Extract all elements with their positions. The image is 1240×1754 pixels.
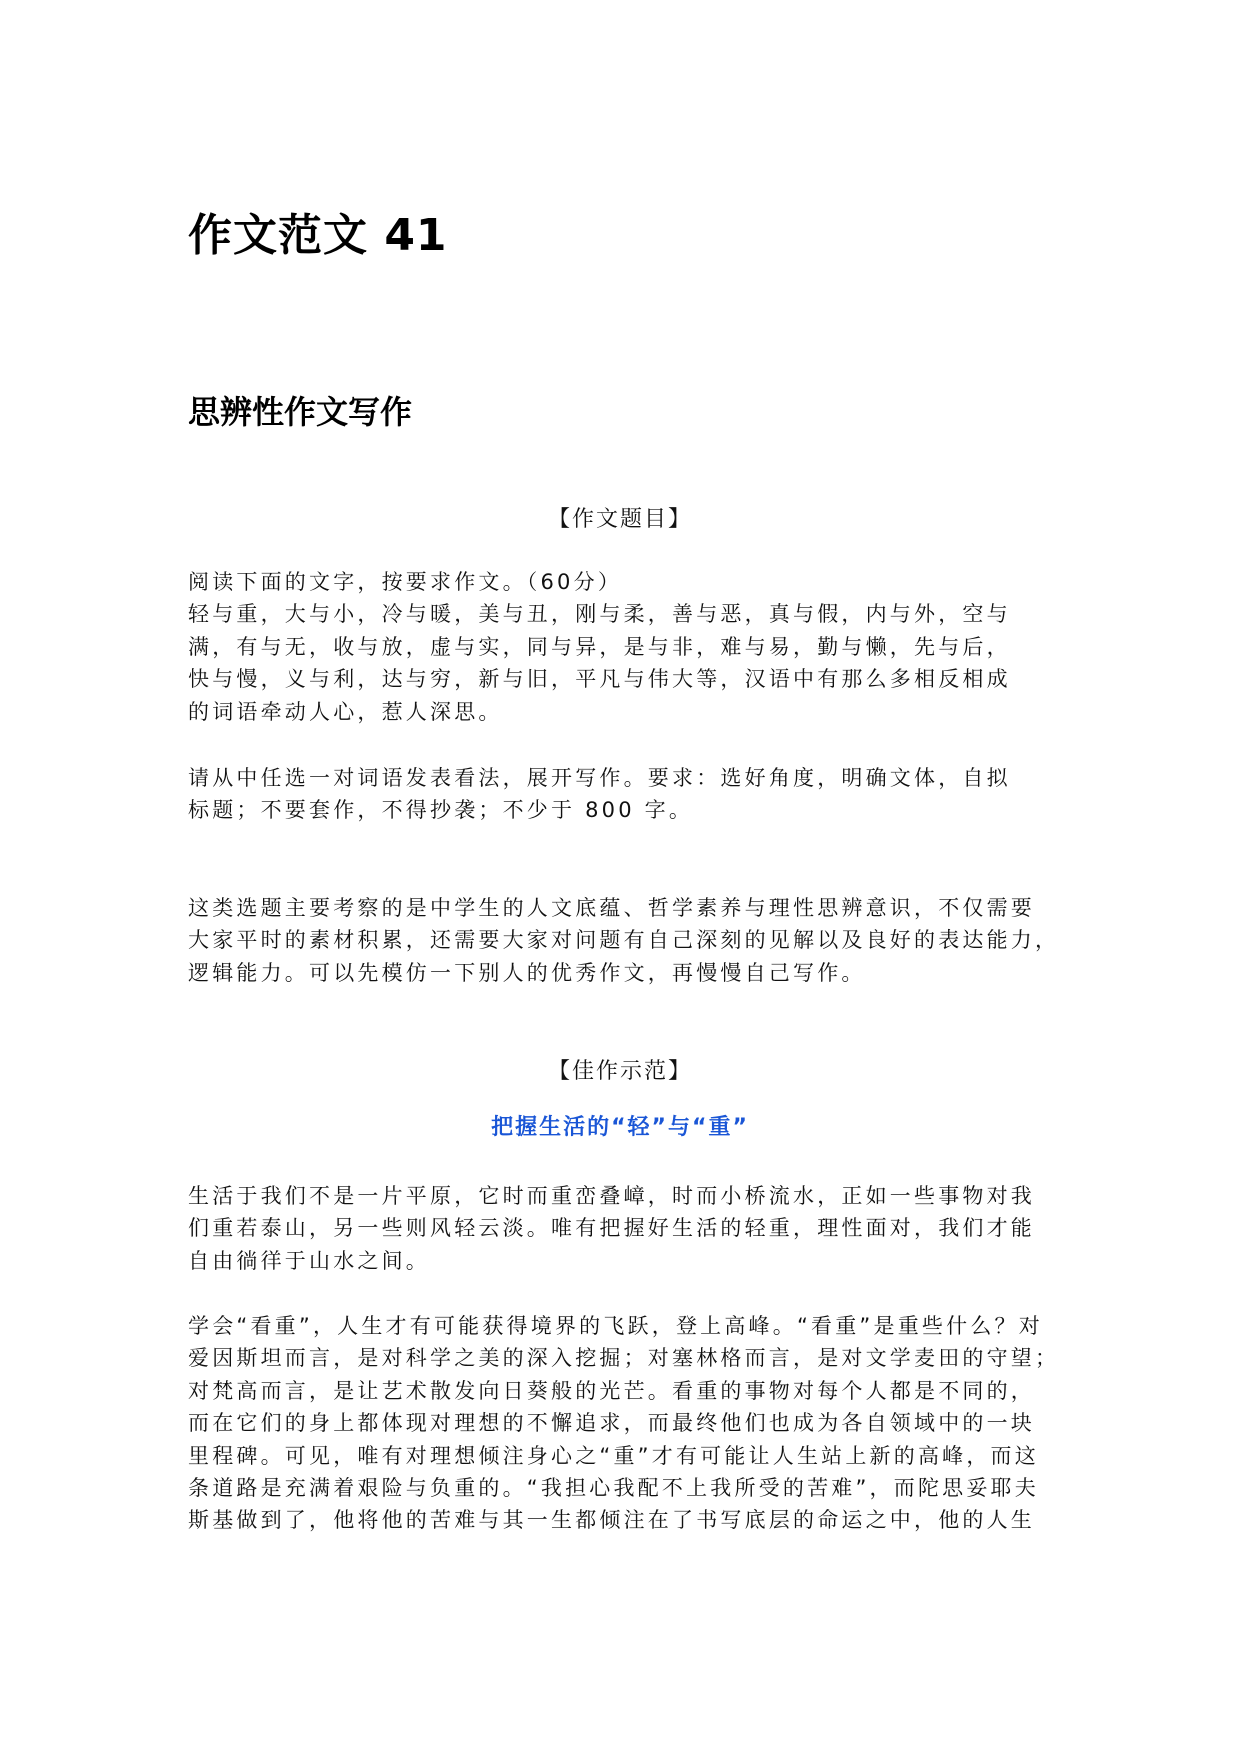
- example-heading: 【佳作示范】: [547, 1059, 692, 1084]
- essay-line: 自由徜徉于山水之间。: [188, 1248, 430, 1273]
- requirement-line: 请从中任选一对词语发表看法，展开写作。要求：选好角度，明确文体，自拟: [188, 766, 1011, 790]
- requirement-paragraph: [188, 762, 1078, 827]
- essay-line: 里程碑。可见，唯有对理想倾注身心之“重”才有可能让人生站上新的高峰，而这: [188, 1443, 1039, 1468]
- essay-paragraph-2: [188, 1310, 1078, 1537]
- prompt-paragraph: [188, 566, 1078, 728]
- essay-line: 学会“看重”，人生才有可能获得境界的飞跃，登上高峰。“看重”是重些什么？对: [188, 1314, 1043, 1338]
- topic-heading: 【作文题目】: [547, 507, 692, 532]
- prompt-line: 阅读下面的文字，按要求作文。（60分）: [188, 570, 623, 594]
- analysis-line: 大家平时的素材积累，还需要大家对问题有自己深刻的见解以及良好的表达能力，: [188, 928, 1060, 953]
- essay-line: 斯基做到了，他将他的苦难与其一生都倾注在了书写底层的命运之中，他的人生: [188, 1508, 1035, 1533]
- analysis-paragraph: [188, 892, 1078, 989]
- essay-line: 条道路是充满着艰险与负重的。“我担心我配不上我所受的苦难”，而陀思妥耶夫: [188, 1476, 1039, 1501]
- prompt-line: 满，有与无，收与放，虚与实，同与异，是与非，难与易，勤与懒，先与后，: [188, 634, 1011, 659]
- essay-line: 们重若泰山，另一些则风轻云淡。唯有把握好生活的轻重，理性面对，我们才能: [188, 1216, 1035, 1241]
- essay-line: 爱因斯坦而言，是对科学之美的深入挖掘；对塞林格而言，是对文学麦田的守望；: [188, 1346, 1060, 1371]
- essay-line: 生活于我们不是一片平原，它时而重峦叠嶂，时而小桥流水，正如一些事物对我: [188, 1184, 1035, 1208]
- essay-paragraph-1: [188, 1180, 1078, 1277]
- requirement-line: 标题；不要套作，不得抄袭；不少于 800 字。: [188, 798, 694, 823]
- prompt-line: 轻与重，大与小，冷与暖，美与丑，刚与柔，善与恶，真与假，内与外，空与: [188, 602, 1011, 627]
- section-title: 思辨性作文写作: [188, 393, 413, 431]
- essay-title: 把握生活的“轻”与“重”: [491, 1115, 749, 1140]
- prompt-line: 的词语牵动人心，惹人深思。: [188, 699, 503, 724]
- analysis-line: 这类选题主要考察的是中学生的人文底蕴、哲学素养与理性思辨意识，不仅需要: [188, 896, 1035, 920]
- essay-line: 对梵高而言，是让艺术散发向日葵般的光芒。看重的事物对每个人都是不同的，: [188, 1378, 1035, 1403]
- analysis-line: 逻辑能力。可以先模仿一下别人的优秀作文，再慢慢自己写作。: [188, 960, 866, 985]
- document-title: 作文范文 41: [188, 210, 448, 261]
- essay-line: 而在它们的身上都体现对理想的不懈追求，而最终他们也成为各自领域中的一块: [188, 1411, 1035, 1436]
- prompt-line: 快与慢，义与利，达与穷，新与旧，平凡与伟大等，汉语中有那么多相反相成: [188, 667, 1011, 692]
